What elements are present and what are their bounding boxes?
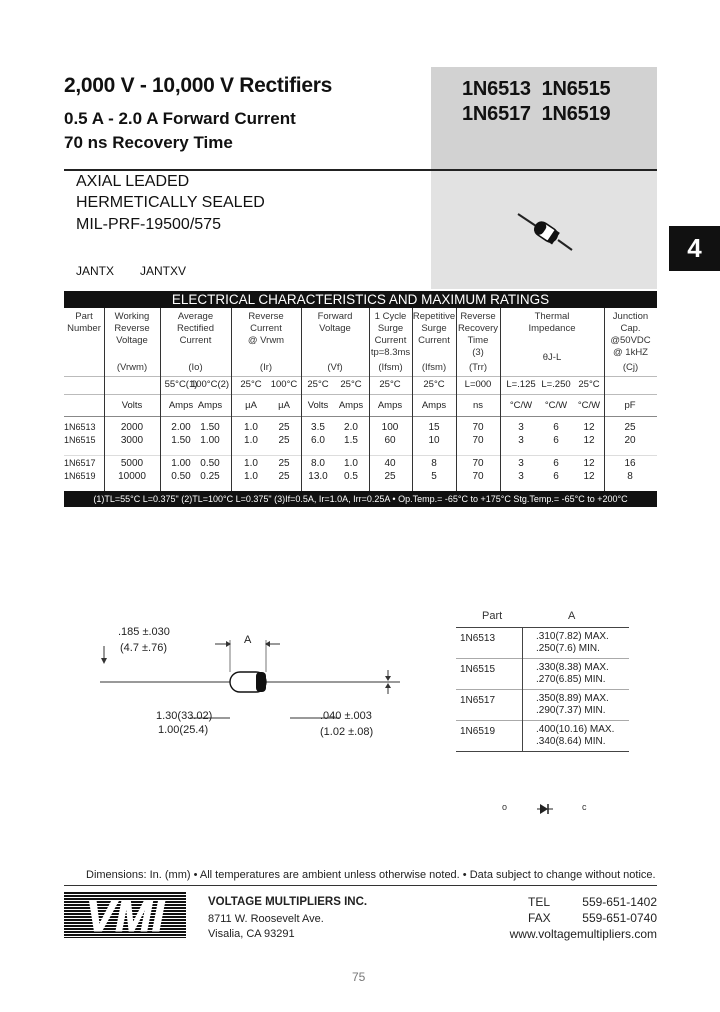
feature-hermetic: HERMETICALLY SEALED [76,194,265,211]
table-cell: 3 [518,471,524,482]
table-cell: 100 [381,422,399,433]
table-cell: 1.50 [171,435,191,446]
table-cell: 6.0 [311,435,325,446]
column-symbol: (Ifsm) [421,362,447,373]
table-cell: 70 [472,458,484,469]
unit-label: pF [624,400,636,411]
condition-label: L=.250 [541,379,571,390]
condition-label: 25°C [379,379,401,390]
table-cell: 70 [472,435,484,446]
footer-divider [64,885,657,886]
dim-row-max: .310(7.82) MAX. [536,631,609,642]
condition-label: 25°C [307,379,329,390]
unit-label: µA [278,400,290,411]
table-cell: 8.0 [311,458,325,469]
dim-wire-2: (1.02 ±.08) [320,726,374,738]
table-cell: 5000 [120,458,144,469]
unit-label: ns [472,400,484,411]
table-cell: 2.00 [171,422,191,433]
table-cell: 15 [428,422,440,433]
condition-label: 100°C(2) [190,379,230,390]
table-cell: 3 [518,435,524,446]
column-symbol: (Cj) [622,362,639,373]
dim-body-1: .185 ±.030 [118,626,170,638]
dim-lead-2: 1.00(25.4) [158,724,209,736]
dim-row-part: 1N6513 [460,633,496,644]
unit-label: Amps [421,400,447,411]
condition-label: 55°C(1) [164,379,198,390]
dim-row-min: .250(7.6) MIN. [536,643,600,654]
feature-axial: AXIAL LEADED [76,173,190,190]
table-cell: 12 [583,422,595,433]
section-tab: 4 [669,226,720,271]
table-row-part: 1N6517 [64,458,96,468]
dim-wire-1: .040 ±.003 [320,710,372,722]
table-cell: 1.0 [244,471,258,482]
unit-label: Volts [307,400,329,411]
table-cell: 1.00 [171,458,191,469]
jantxv-label: JANTXV [140,264,187,278]
fax-label: FAX [528,911,551,925]
table-cell: 3 [518,422,524,433]
table-cell: 70 [472,471,484,482]
table-cell: 13.0 [308,471,328,482]
unit-label: Amps [338,400,364,411]
dim-a-label: A [244,634,252,646]
column-header: Forward Voltage [317,311,353,334]
column-symbol: (Trr) [468,362,488,373]
column-symbol: (Ir) [259,362,273,373]
table-cell: 1.0 [344,458,358,469]
table-row-part: 1N6515 [64,435,96,445]
table-cell: 25 [384,471,396,482]
table-cell: 16 [624,458,636,469]
column-symbol: (Ifsm) [378,362,403,373]
table-cell: 8 [431,458,437,469]
table-cell: 5 [431,471,437,482]
table-cell: 40 [384,458,396,469]
unit-label: °C/W [509,400,533,411]
unit-label: µA [245,400,257,411]
table-cell: 0.50 [200,458,220,469]
cathode-mark: c [582,802,587,812]
unit-label: Volts [121,400,143,411]
table-cell: 12 [583,458,595,469]
vmi-logo [64,892,186,938]
dim-row-min: .290(7.37) MIN. [536,705,606,716]
page-number: 75 [352,970,366,984]
page-title: 2,000 V - 10,000 V Rectifiers [64,74,332,97]
anode-mark: o [502,802,508,812]
diode-package-icon [512,208,576,254]
city-address: Visalia, CA 93291 [208,928,295,940]
table-cell: 12 [583,435,595,446]
table-cell: 1.00 [200,435,220,446]
table-cell: 3.5 [311,422,325,433]
street-address: 8711 W. Roosevelt Ave. [208,913,324,925]
table-cell: 0.50 [171,471,191,482]
company-name: VOLTAGE MULTIPLIERS INC. [208,896,368,908]
table-cell: 6 [553,471,559,482]
column-symbol: (Vrwm) [116,362,148,373]
dim-body-2: (4.7 ±.76) [120,642,168,654]
condition-label: 25°C [423,379,445,390]
part-numbers-line-1: 1N6513 1N6515 [462,78,611,100]
footer-note: Dimensions: In. (mm) • All temperatures are ambient unless otherwise noted. • Data subject to change without notice. [86,869,656,881]
table-cell: 3000 [120,435,144,446]
table-cell: 60 [384,435,396,446]
table-row-part: 1N6519 [64,471,96,481]
table-cell: 1.50 [200,422,220,433]
dim-row-part: 1N6517 [460,695,496,706]
table-cell: 1.0 [244,458,258,469]
dim-row-min: .340(8.64) MIN. [536,736,606,747]
table-cell: 6 [553,435,559,446]
column-header: Working Reverse Voltage [114,311,150,346]
table-cell: 1.0 [244,422,258,433]
table-cell: 2000 [120,422,144,433]
dim-row-part: 1N6519 [460,726,496,737]
column-header: Repetitive Surge Current [412,311,456,346]
tel-number: 559-651-1402 [582,895,657,909]
table-cell: 25 [278,422,290,433]
table-cell: 6 [553,458,559,469]
diode-symbol-icon [537,803,553,815]
table-cell: 8 [627,471,633,482]
dim-lead-1: 1.30(33.02) [156,710,213,722]
table-title: ELECTRICAL CHARACTERISTICS AND MAXIMUM RATINGS [64,291,657,308]
dim-row-part: 1N6515 [460,664,496,675]
condition-label: L=000 [464,379,492,390]
table-row-part: 1N6513 [64,422,96,432]
table-cell: 1.0 [244,435,258,446]
table-cell: 3 [518,458,524,469]
unit-label: °C/W [577,400,601,411]
table-cell: 1.5 [344,435,358,446]
fax-number: 559-651-0740 [582,911,657,925]
jantx-label: JANTX [76,264,115,278]
column-header: Part Number [67,311,101,334]
ratings-table [64,308,657,491]
dim-row-max: .350(8.89) MAX. [536,693,609,704]
dim-head-a: A [568,610,576,622]
condition-label: 25°C [240,379,262,390]
column-header: Thermal Impedance [528,311,576,334]
condition-label: L=.125 [506,379,536,390]
column-header: Reverse Current @ Vrwm [247,311,285,346]
table-cell: 10 [428,435,440,446]
dim-row-max: .330(8.38) MAX. [536,662,609,673]
website-link[interactable]: www.voltagemultipliers.com [509,927,657,941]
table-cell: 70 [472,422,484,433]
dimension-table [456,610,629,760]
table-cell: 25 [278,471,290,482]
table-cell: 10000 [118,471,146,482]
unit-label: Amps [197,400,223,411]
table-cell: 25 [278,458,290,469]
feature-milprf: MIL-PRF-19500/575 [76,216,221,233]
condition-label: 100°C [270,379,298,390]
condition-label: 25°C [340,379,362,390]
unit-label: °C/W [544,400,568,411]
dim-row-max: .400(10.16) MAX. [536,724,615,735]
table-cell: 0.25 [200,471,220,482]
table-cell: 25 [278,435,290,446]
svg-text:VMI: VMI [85,892,165,938]
column-symbol: (Vf) [327,362,343,373]
subtitle-current: 0.5 A - 2.0 A Forward Current [64,109,296,128]
column-header: 1 Cycle Surge Current tp=8.3ms [370,311,411,358]
unit-label: Amps [377,400,403,411]
unit-label: Amps [168,400,194,411]
condition-label: 25°C [578,379,600,390]
column-header: Average Rectified Current [177,311,214,346]
table-cell: 20 [624,435,636,446]
table-cell: 6 [553,422,559,433]
part-numbers-line-2: 1N6517 1N6519 [462,103,611,125]
table-cell: 2.0 [344,422,358,433]
dim-row-min: .270(6.85) MIN. [536,674,606,685]
table-cell: 12 [583,471,595,482]
column-symbol: θJ-L [542,352,562,363]
column-header: Junction Cap. @50VDC @ 1kHZ [610,311,651,358]
dim-head-part: Part [482,610,503,622]
tel-label: TEL [528,895,551,909]
table-cell: 25 [624,422,636,433]
table-notes: (1)TL=55°C L=0.375" (2)TL=100°C L=0.375" (3)If=0.5A, Ir=1.0A, Irr=0.25A • Op.Temp.= -65°C to +175°C Stg.Temp.= -65°C to +200°C [64,491,657,507]
subtitle-recovery: 70 ns Recovery Time [64,133,233,152]
table-cell: 0.5 [344,471,358,482]
column-header: Reverse Recovery Time (3) [457,311,499,358]
column-symbol: (Io) [188,362,203,373]
